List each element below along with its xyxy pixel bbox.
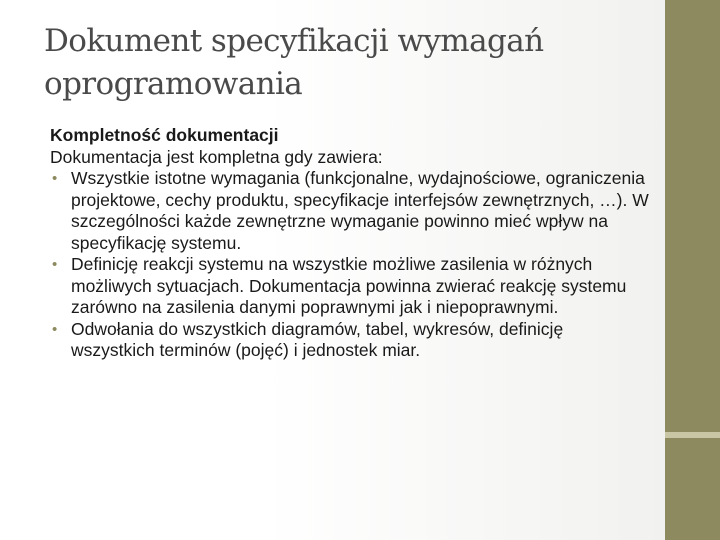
list-item (50, 254, 650, 319)
list-item (50, 168, 650, 254)
list-item-text: Wszystkie istotne wymagania (funkcjonalne, wydajnościowe, ograniczenia projektowe, cechy produktu, specyfikacje interfejsów zewnętrznych, …). W szczególności każde zewnętrzne wymaganie powinno mieć wpływ na specyfikację systemu. (71, 168, 649, 253)
intro-text: Dokumentacja jest kompletna gdy zawiera: (50, 146, 383, 167)
side-decoration-accent (665, 432, 720, 438)
bullet-list (50, 168, 650, 362)
list-item-text: Definicję reakcji systemu na wszystkie możliwe zasilenia w różnych możliwych sytuacjach. Dokumentacja powinna zwierać reakcję systemu zarówno na zasilenia danymi poprawnymi jak i niepoprawnymi. (71, 254, 627, 317)
side-decoration-bar (665, 0, 720, 540)
bullet-icon: • (52, 170, 58, 187)
list-item (50, 319, 650, 362)
section-heading: Kompletność dokumentacji (50, 125, 279, 145)
slide-title: Dokument specyfikacji wymagań oprogramowania (44, 23, 544, 102)
bullet-icon: • (52, 256, 58, 273)
slide-content (50, 125, 650, 362)
list-item-text: Odwołania do wszystkich diagramów, tabel, wykresów, definicję wszystkich terminów (pojęć) i jednostek miar. (71, 318, 564, 360)
bullet-icon: • (52, 320, 58, 338)
